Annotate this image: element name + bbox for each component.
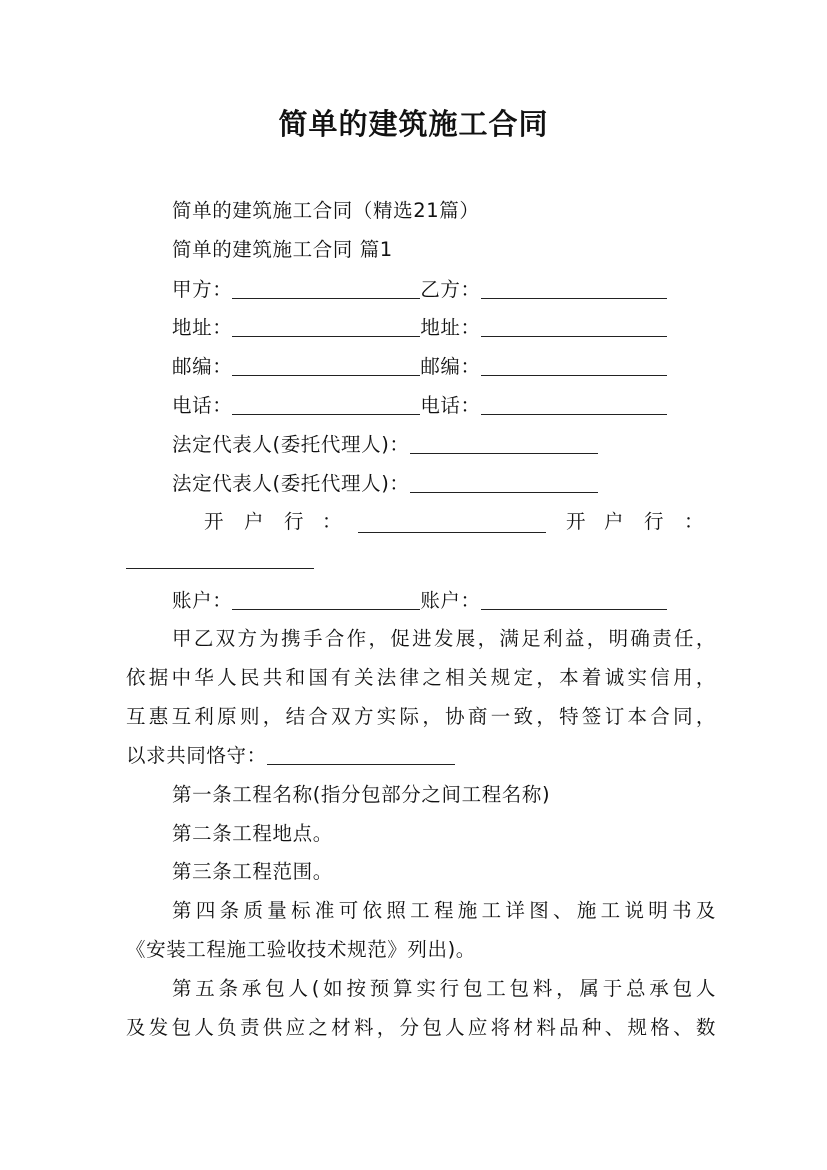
legal-rep-2-label: 法定代表人(委托代理人)： xyxy=(172,472,410,495)
account-b-blank xyxy=(481,589,667,610)
bank-b-char-1: 开 xyxy=(566,510,586,533)
preamble-line-2: 依据中华人民共和国有关法律之相关规定，本着诚实信用， xyxy=(126,666,716,689)
phone-row xyxy=(172,392,716,420)
preamble-blank xyxy=(267,744,455,765)
postcode-row xyxy=(172,353,716,381)
account-b-label: 账户： xyxy=(420,589,481,612)
party-a-blank xyxy=(232,278,420,299)
legal-rep-row-1 xyxy=(172,431,716,459)
phone-b-label: 电话： xyxy=(420,394,481,417)
article-1: 第一条工程名称(指分包部分之间工程名称) xyxy=(172,783,551,806)
postcode-a-blank xyxy=(232,355,420,376)
article-3: 第三条工程范围。 xyxy=(172,860,333,883)
legal-rep-row-2 xyxy=(172,470,716,498)
bank-a-char-1: 开 xyxy=(204,510,224,533)
preamble-line-1: 甲乙双方为携手合作，促进发展，满足利益，明确责任， xyxy=(172,627,716,650)
account-a-blank xyxy=(232,589,420,610)
article-4-line-2: 《安装工程施工验收技术规范》列出)。 xyxy=(126,938,476,961)
party-a-label: 甲方： xyxy=(172,278,233,301)
bank-a-char-2: 户 xyxy=(244,510,264,533)
party-b-label: 乙方： xyxy=(420,278,481,301)
bank-b-colon: ： xyxy=(684,510,704,533)
address-a-blank xyxy=(232,316,420,337)
legal-rep-1-label: 法定代表人(委托代理人)： xyxy=(172,433,410,456)
address-row xyxy=(172,314,716,342)
postcode-a-label: 邮编： xyxy=(172,355,233,378)
document-subtitle: 简单的建筑施工合同（精选21篇） xyxy=(172,199,480,222)
legal-rep-2-blank xyxy=(410,472,598,493)
bank-b-blank xyxy=(126,548,314,569)
party-b-blank xyxy=(481,278,667,299)
phone-b-blank xyxy=(481,394,667,415)
article-5-line-2: 及发包人负责供应之材料，分包人应将材料品种、规格、数 xyxy=(126,1016,716,1039)
address-a-label: 地址： xyxy=(172,316,233,339)
account-a-label: 账户： xyxy=(172,589,233,612)
preamble-line-4-row xyxy=(126,742,716,770)
party-row xyxy=(172,276,716,304)
phone-a-blank xyxy=(232,394,420,415)
address-b-blank xyxy=(481,316,667,337)
document-title: 简单的建筑施工合同 xyxy=(278,107,549,141)
preamble-line-4: 以求共同恪守： xyxy=(126,744,267,767)
account-row xyxy=(172,587,716,615)
preamble-line-3: 互惠互利原则，结合双方实际，协商一致，特签订本合同， xyxy=(126,705,716,728)
legal-rep-1-blank xyxy=(410,433,598,454)
bank-a-colon: ： xyxy=(322,510,342,533)
bank-a-blank xyxy=(358,512,546,533)
bank-a-char-3: 行 xyxy=(284,510,304,533)
article-2: 第二条工程地点。 xyxy=(172,822,333,845)
postcode-b-label: 邮编： xyxy=(420,355,481,378)
bank-b-char-3: 行 xyxy=(644,510,664,533)
article-4-line-1: 第四条质量标准可依照工程施工详图、施工说明书及 xyxy=(172,899,716,922)
section-heading: 简单的建筑施工合同 篇1 xyxy=(172,238,393,261)
postcode-b-blank xyxy=(481,355,667,376)
article-5-line-1: 第五条承包人(如按预算实行包工包料，属于总承包人 xyxy=(172,977,716,1000)
bank-row xyxy=(172,508,716,536)
phone-a-label: 电话： xyxy=(172,394,233,417)
address-b-label: 地址： xyxy=(420,316,481,339)
bank-b-char-2: 户 xyxy=(604,510,624,533)
